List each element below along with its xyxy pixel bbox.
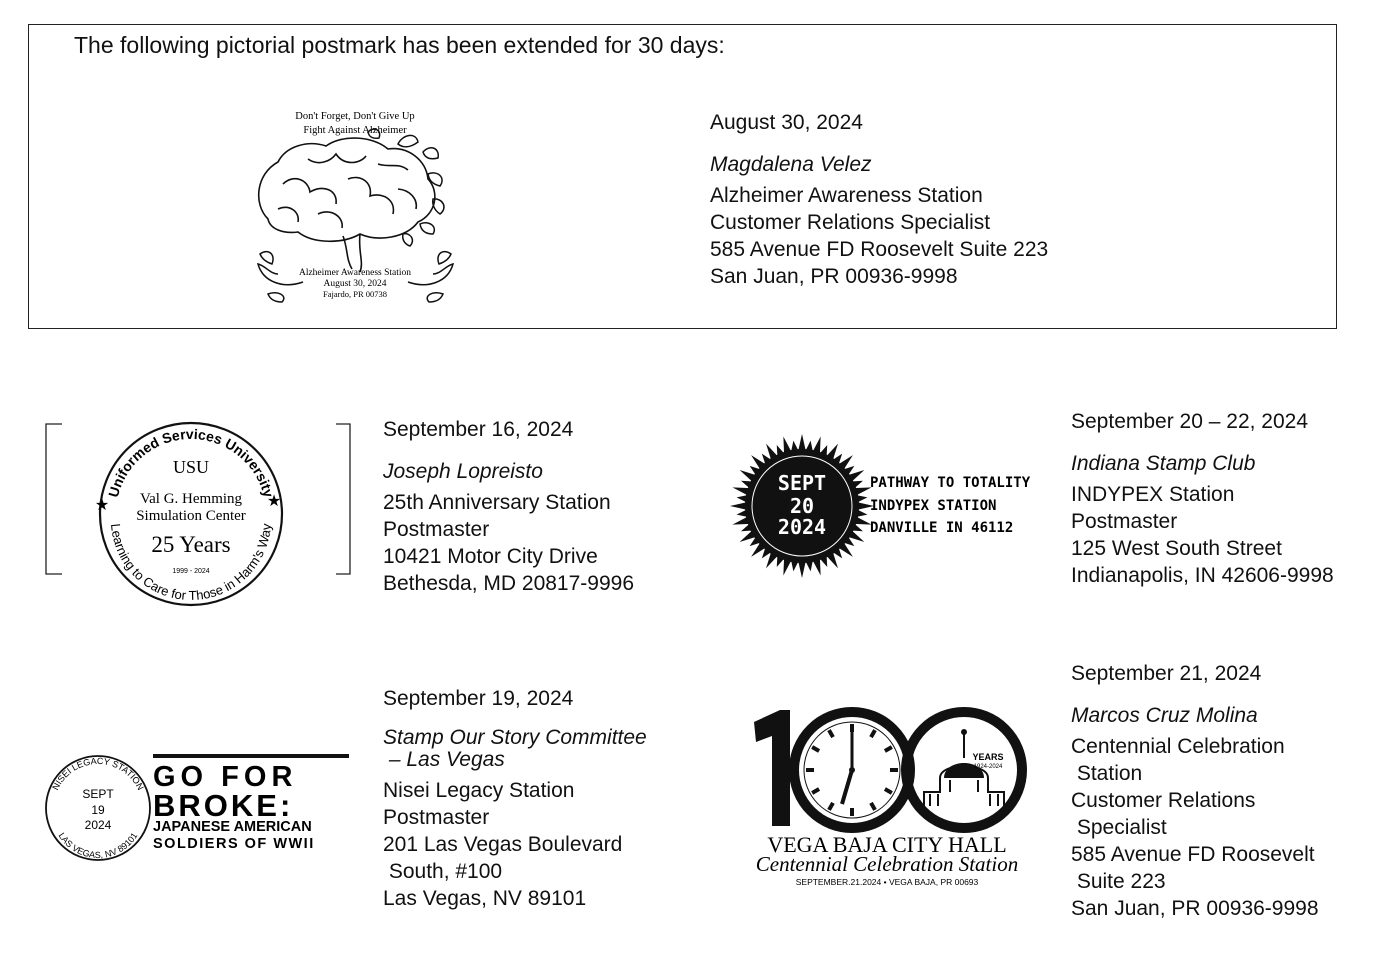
postmark-contact: Stamp Our Story Committee – Las Vegas — [383, 726, 647, 771]
sun-ray — [798, 561, 806, 578]
clock-tick — [871, 803, 875, 810]
postmark-line: 25th Anniversary Station — [383, 491, 611, 514]
postmark-line: Specialist — [1071, 816, 1167, 839]
star-icon: ★ — [266, 493, 282, 510]
vega-title: VEGA BAJA CITY HALL — [767, 832, 1007, 857]
usu-postmark-image — [44, 418, 354, 610]
postmark-date: September 21, 2024 — [1071, 662, 1262, 685]
alz-bottom-text-3: Fajardo, PR 00738 — [323, 289, 387, 299]
svg-text:LAS VEGAS, NV 89101 — [57, 831, 140, 860]
indypex-text-1: PATHWAY TO TOTALITY — [870, 475, 1031, 491]
postmark-line: 585 Avenue FD Roosevelt Suite 223 — [710, 238, 1049, 261]
sun-text-2: 20 — [789, 494, 815, 518]
postmark-line: 10421 Motor City Drive — [383, 545, 598, 568]
postmark-line: Postmaster — [383, 806, 490, 829]
postmark-contact: Magdalena Velez — [710, 153, 872, 176]
clock-icon — [794, 712, 910, 828]
vega-script: Centennial Celebration Station — [755, 852, 1019, 876]
alz-top-text-1: Don't Forget, Don't Give Up — [295, 111, 415, 122]
sun-text-3: 2024 — [777, 515, 827, 539]
postmark-info-alzheimer — [710, 109, 1048, 290]
postmark-line: Bethesda, MD 20817-9996 — [383, 572, 635, 595]
vega-footer: SEPTEMBER.21.2024 • VEGA BAJA, PR 00693 — [795, 877, 979, 887]
broke-text: BROKE: — [153, 788, 294, 823]
postmark-info-nisei — [383, 685, 647, 912]
indypex-text-3: DANVILLE IN 46112 — [870, 520, 1014, 536]
postmark-contact: Indiana Stamp Club — [1071, 452, 1256, 475]
postmark-line: Customer Relations Specialist — [710, 211, 991, 234]
alzheimer-postmark-image — [248, 104, 463, 306]
postmark-line: Station — [1071, 762, 1143, 785]
nisei-postmark-image — [40, 748, 354, 866]
indypex-text-2: INDYPEX STATION — [870, 498, 997, 514]
postmark-line: Postmaster — [383, 518, 490, 541]
star-icon: ★ — [94, 497, 110, 514]
postmark-date: August 30, 2024 — [710, 111, 863, 134]
numeral-one-shape — [754, 710, 790, 826]
usu-range: 1999 - 2024 — [172, 568, 210, 575]
alz-top-text-2: Fight Against Alzheimer — [303, 125, 407, 136]
postmark-info-vega-baja — [1071, 660, 1319, 922]
sun-ray — [798, 434, 806, 451]
brain-icon — [259, 138, 435, 272]
vega-range: 1924-2024 — [973, 764, 1003, 770]
extended-postmark-box — [28, 24, 1337, 329]
usu-center-2: Simulation Center — [136, 508, 246, 524]
postmark-date: September 16, 2024 — [383, 418, 574, 441]
postmark-date: September 19, 2024 — [383, 687, 574, 710]
clock-tick — [871, 730, 875, 737]
nisei-sub-2: SOLDIERS OF WWII — [153, 836, 315, 852]
usu-years: 25 Years — [151, 532, 231, 557]
postmark-line: 201 Las Vegas Boulevard — [383, 833, 623, 856]
clock-tick — [885, 747, 892, 751]
postmark-line: South, #100 — [383, 860, 503, 883]
postmark-line: Alzheimer Awareness Station — [710, 184, 983, 207]
postmark-line: San Juan, PR 00936-9998 — [710, 265, 958, 288]
city-hall-icon — [906, 712, 1022, 828]
postmark-line: Nisei Legacy Station — [383, 779, 575, 802]
sun-ray — [730, 502, 747, 510]
postmark-contact: Marcos Cruz Molina — [1071, 704, 1258, 727]
postmark-line: 125 West South Street — [1071, 537, 1282, 560]
usu-ring-bottom: Learning to Care for Those in Harm's Way — [108, 522, 274, 604]
go-for-text: GO FOR — [153, 761, 298, 793]
nisei-center-1: SEPT — [82, 787, 114, 801]
clock-tick — [885, 789, 892, 793]
postmark-line: San Juan, PR 00936-9998 — [1071, 897, 1319, 920]
vine-ornament-right — [408, 252, 453, 302]
postmark-line: Las Vegas, NV 89101 — [383, 887, 587, 910]
usu-logo: USU — [172, 457, 210, 477]
postmark-line: Postmaster — [1071, 510, 1178, 533]
usu-center-1: Val G. Hemming — [139, 491, 243, 507]
alz-bottom-text-1: Alzheimer Awareness Station — [298, 268, 412, 278]
postmark-line: Suite 223 — [1071, 870, 1166, 893]
postmark-info-usu — [383, 416, 634, 597]
indypex-postmark-image — [730, 434, 1044, 578]
nisei-ring-top: NISEI LEGACY STATION — [50, 755, 146, 792]
alz-bottom-text-2: August 30, 2024 — [323, 279, 387, 289]
sun-text-1: SEPT — [777, 471, 827, 495]
vega-baja-postmark-image — [732, 706, 1042, 892]
clock-tick — [829, 730, 833, 737]
clock-tick — [812, 789, 819, 793]
postmark-date: September 20 – 22, 2024 — [1071, 410, 1309, 433]
nisei-ring-bottom: LAS VEGAS, NV 89101 — [56, 830, 140, 861]
postmark-line: Customer Relations — [1071, 789, 1256, 812]
postmark-contact: Joseph Lopreisto — [383, 460, 543, 483]
clock-tick — [812, 747, 819, 751]
intro-text: The following pictorial postmark has been extended for 30 days: — [74, 32, 725, 58]
nisei-center-2: 19 — [91, 803, 105, 817]
vine-ornament-left — [258, 252, 303, 302]
usu-ring-top: Uniformed Services University — [105, 425, 277, 500]
postmark-line: INDYPEX Station — [1071, 483, 1235, 506]
nisei-center-3: 2024 — [84, 818, 112, 832]
nisei-sub-1: JAPANESE AMERICAN — [153, 819, 312, 835]
postmark-info-indypex — [1071, 408, 1334, 589]
clock-tick — [829, 803, 833, 810]
postmark-line: Centennial Celebration — [1071, 735, 1285, 758]
vega-years: YEARS — [972, 752, 1004, 762]
postmark-line: 585 Avenue FD Roosevelt — [1071, 843, 1315, 866]
postmark-line: Indianapolis, IN 42606-9998 — [1071, 564, 1334, 587]
